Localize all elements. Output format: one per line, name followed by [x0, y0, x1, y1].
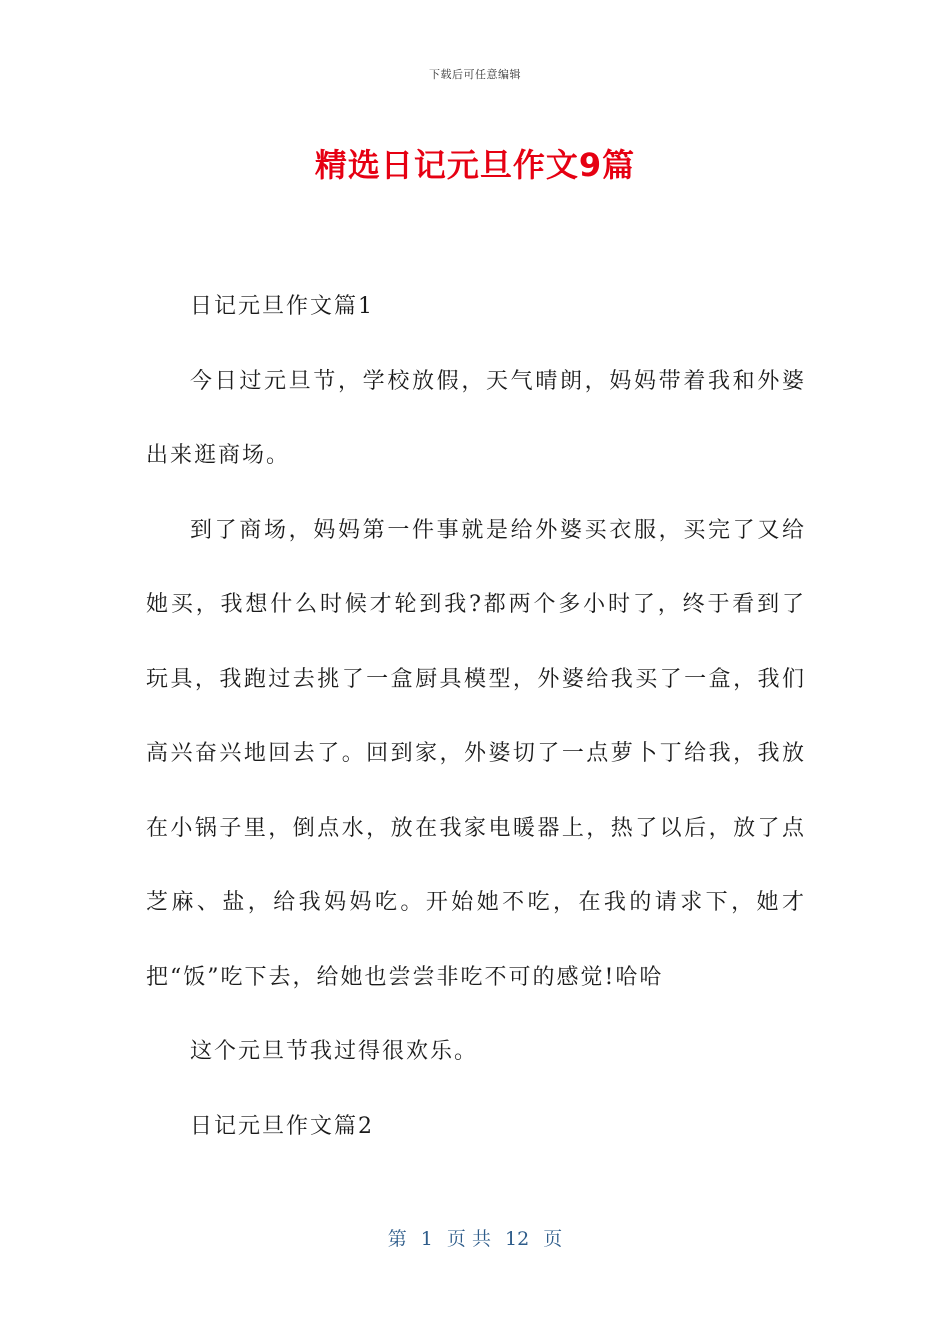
- page-number-footer: [0, 1224, 950, 1251]
- paragraph: 这个元旦节我过得很欢乐。: [190, 1039, 479, 1064]
- document-title: 精选日记元旦作文9篇: [314, 146, 636, 184]
- section-heading: 日记元旦作文篇1: [190, 294, 374, 319]
- page-middle: 页 共: [446, 1228, 491, 1250]
- page-current: 1: [420, 1228, 433, 1250]
- paragraph: 到了商场，妈妈第一件事就是给外婆买衣服，买完了又给她买，我想什么时候才轮到我?都两个多小时了，终于看到了玩具，我跑过去挑了一盒厨具模型，外婆给我买了一盒，我们高兴奋兴地回去了。回到家，外婆切了一点萝卜丁给我，我放在小锅子里，倒点水，放在我家电暖器上，热了以后，放了点芝麻、盐，给我妈妈吃。开始她不吃，在我的请求下，她才把“饭”吃下去，给她也尝尝非吃不可的感觉!哈哈: [146, 517, 806, 990]
- page-total: 12: [505, 1228, 530, 1250]
- page-prefix: 第: [387, 1228, 407, 1250]
- section-heading: 日记元旦作文篇2: [190, 1113, 374, 1139]
- header-note: 下载后可任意编辑: [429, 68, 521, 81]
- document-body: [146, 270, 806, 1164]
- page-suffix: 页: [543, 1228, 563, 1250]
- paragraph: 今日过元旦节，学校放假，天气晴朗，妈妈带着我和外婆出来逛商场。: [146, 368, 806, 468]
